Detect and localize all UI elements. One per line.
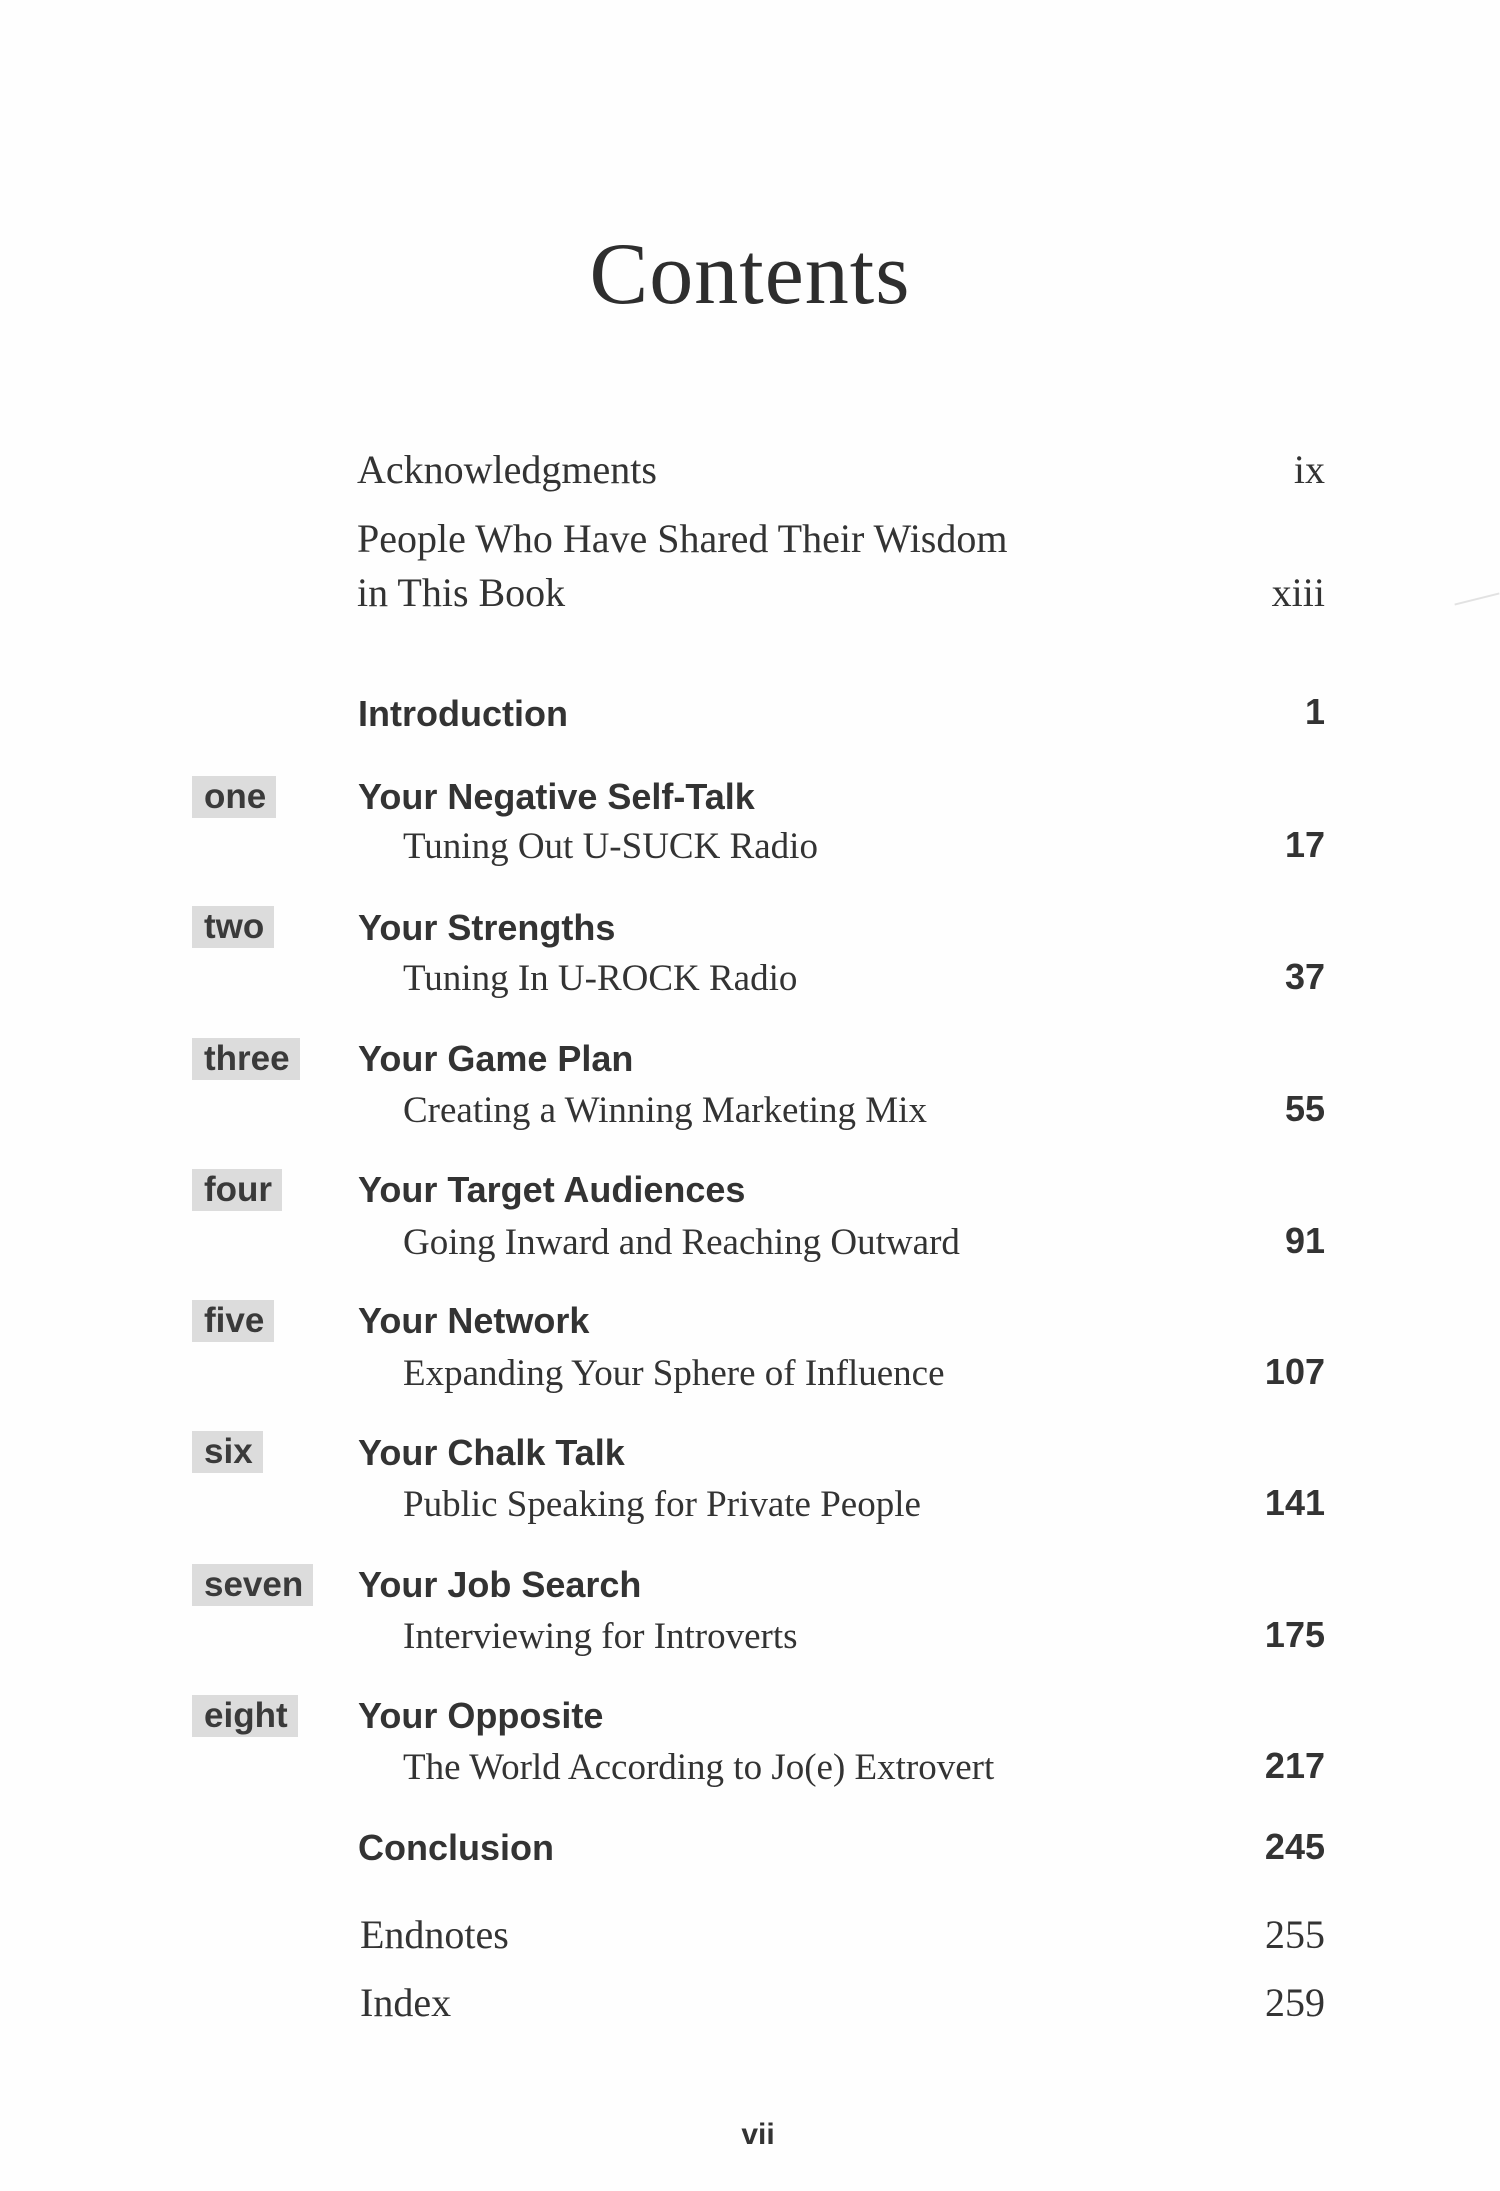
- toc-entry-shared-wisdom-title-line1[interactable]: People Who Have Shared Their Wisdom: [357, 516, 1008, 561]
- toc-entry-shared-wisdom-title-line2[interactable]: in This Book: [357, 570, 566, 615]
- chapter-page-number: 217: [1264, 1745, 1325, 1786]
- chapter-subtitle: Tuning In U-ROCK Radio: [403, 958, 798, 999]
- toc-entry-endnotes-page: 255: [1265, 1912, 1325, 1957]
- chapter-title[interactable]: Your Target Audiences: [358, 1169, 746, 1210]
- chapter-title[interactable]: Your Negative Self-Talk: [358, 776, 755, 817]
- chapter-page-number: 141: [1264, 1482, 1325, 1523]
- chapter-page-number: 17: [1284, 824, 1325, 865]
- toc-entry-acknowledgments-title[interactable]: Acknowledgments: [357, 447, 657, 492]
- chapter-number-badge: seven: [192, 1564, 313, 1606]
- chapter-page-number: 107: [1264, 1351, 1325, 1392]
- chapter-subtitle: Public Speaking for Private People: [403, 1484, 921, 1525]
- chapter-number-badge: one: [192, 776, 276, 818]
- toc-entry-index-page: 259: [1265, 1980, 1325, 2025]
- chapter-number-badge: five: [192, 1300, 274, 1342]
- chapter-title[interactable]: Your Opposite: [358, 1695, 604, 1736]
- chapter-number-badge: eight: [192, 1695, 298, 1737]
- chapter-number-badge: three: [192, 1038, 300, 1080]
- toc-entry-endnotes-title[interactable]: Endnotes: [360, 1912, 509, 1957]
- toc-entry-acknowledgments-page: ix: [1293, 447, 1325, 492]
- toc-entry-introduction-title[interactable]: Introduction: [358, 693, 568, 734]
- chapter-subtitle: Going Inward and Reaching Outward: [403, 1222, 960, 1263]
- chapter-title[interactable]: Your Job Search: [358, 1564, 642, 1605]
- chapter-page-number: 37: [1284, 956, 1325, 997]
- toc-entry-shared-wisdom-page: xiii: [1271, 570, 1325, 615]
- chapter-subtitle: Tuning Out U-SUCK Radio: [403, 826, 818, 867]
- chapter-subtitle: Expanding Your Sphere of Influence: [403, 1353, 945, 1394]
- chapter-page-number: 175: [1264, 1614, 1325, 1655]
- chapter-page-number: 55: [1284, 1088, 1325, 1129]
- chapter-title[interactable]: Your Chalk Talk: [358, 1432, 625, 1473]
- toc-entry-conclusion-title[interactable]: Conclusion: [358, 1827, 554, 1868]
- toc-entry-conclusion-page: 245: [1264, 1826, 1325, 1867]
- chapter-subtitle: Creating a Winning Marketing Mix: [403, 1090, 927, 1131]
- toc-entry-introduction-page: 1: [1304, 691, 1325, 732]
- chapter-page-number: 91: [1284, 1220, 1325, 1261]
- chapter-number-badge: four: [192, 1169, 282, 1211]
- chapter-title[interactable]: Your Network: [358, 1300, 590, 1341]
- chapter-number-badge: six: [192, 1431, 263, 1473]
- toc-entry-index-title[interactable]: Index: [360, 1980, 452, 2025]
- chapter-number-badge: two: [192, 906, 274, 948]
- chapter-subtitle: Interviewing for Introverts: [403, 1616, 798, 1657]
- scan-edge-mark: [1454, 592, 1499, 605]
- page-folio: vii: [741, 2118, 775, 2151]
- chapter-title[interactable]: Your Game Plan: [358, 1038, 634, 1079]
- page-title: Contents: [589, 226, 911, 323]
- chapter-subtitle: The World According to Jo(e) Extrovert: [403, 1747, 995, 1788]
- chapter-title[interactable]: Your Strengths: [358, 907, 616, 948]
